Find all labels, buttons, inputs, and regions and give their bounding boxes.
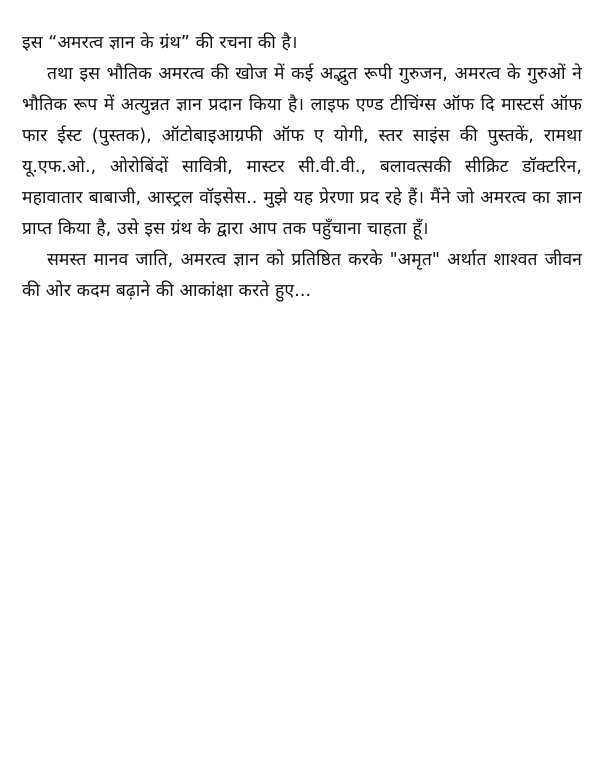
- paragraph-intro: इस “अमरत्व ज्ञान के ग्रंथ” की रचना की है।: [22, 33, 298, 53]
- paragraph-aspiration: समस्त मानव जाति, अमरत्व ज्ञान को प्रतिष्ठित करके "अमृत" अर्थात शाश्वत जीवन की ओर कदम बढ़ाने की आकांक्षा करते हुए...: [22, 250, 582, 301]
- paragraph-inspiration: तथा इस भौतिक अमरत्व की खोज में कई अद्भुत रूपी गुरुजन, अमरत्व के गुरुओं ने भौतिक रूप में अत्युन्नत ज्ञान प्रदान किया है। लाइफ एण्ड टीचिंग्स ऑफ दि मास्टर्स ऑफ फार ईस्ट (पुस्तक), ऑटोबाइआग्रफी ऑफ ए योगी, स्तर साइंस की पुस्तकें, रामथा यू.एफ.ओ., ओरोबिंदों सावित्री, मास्टर सी.वी.वी., बलावत्सकी सीक्रिट डॉक्टरिन, महावातार बाबाजी, आस्ट्रल वॉइसेस.. मुझे यह प्रेरणा प्रद रहे हैं। मैंने जो अमरत्व का ज्ञान प्राप्त किया है, उसे इस ग्रंथ के द्वारा आप तक पहुँचाना चाहता हूँ।: [22, 64, 582, 239]
- body-text: [22, 28, 582, 307]
